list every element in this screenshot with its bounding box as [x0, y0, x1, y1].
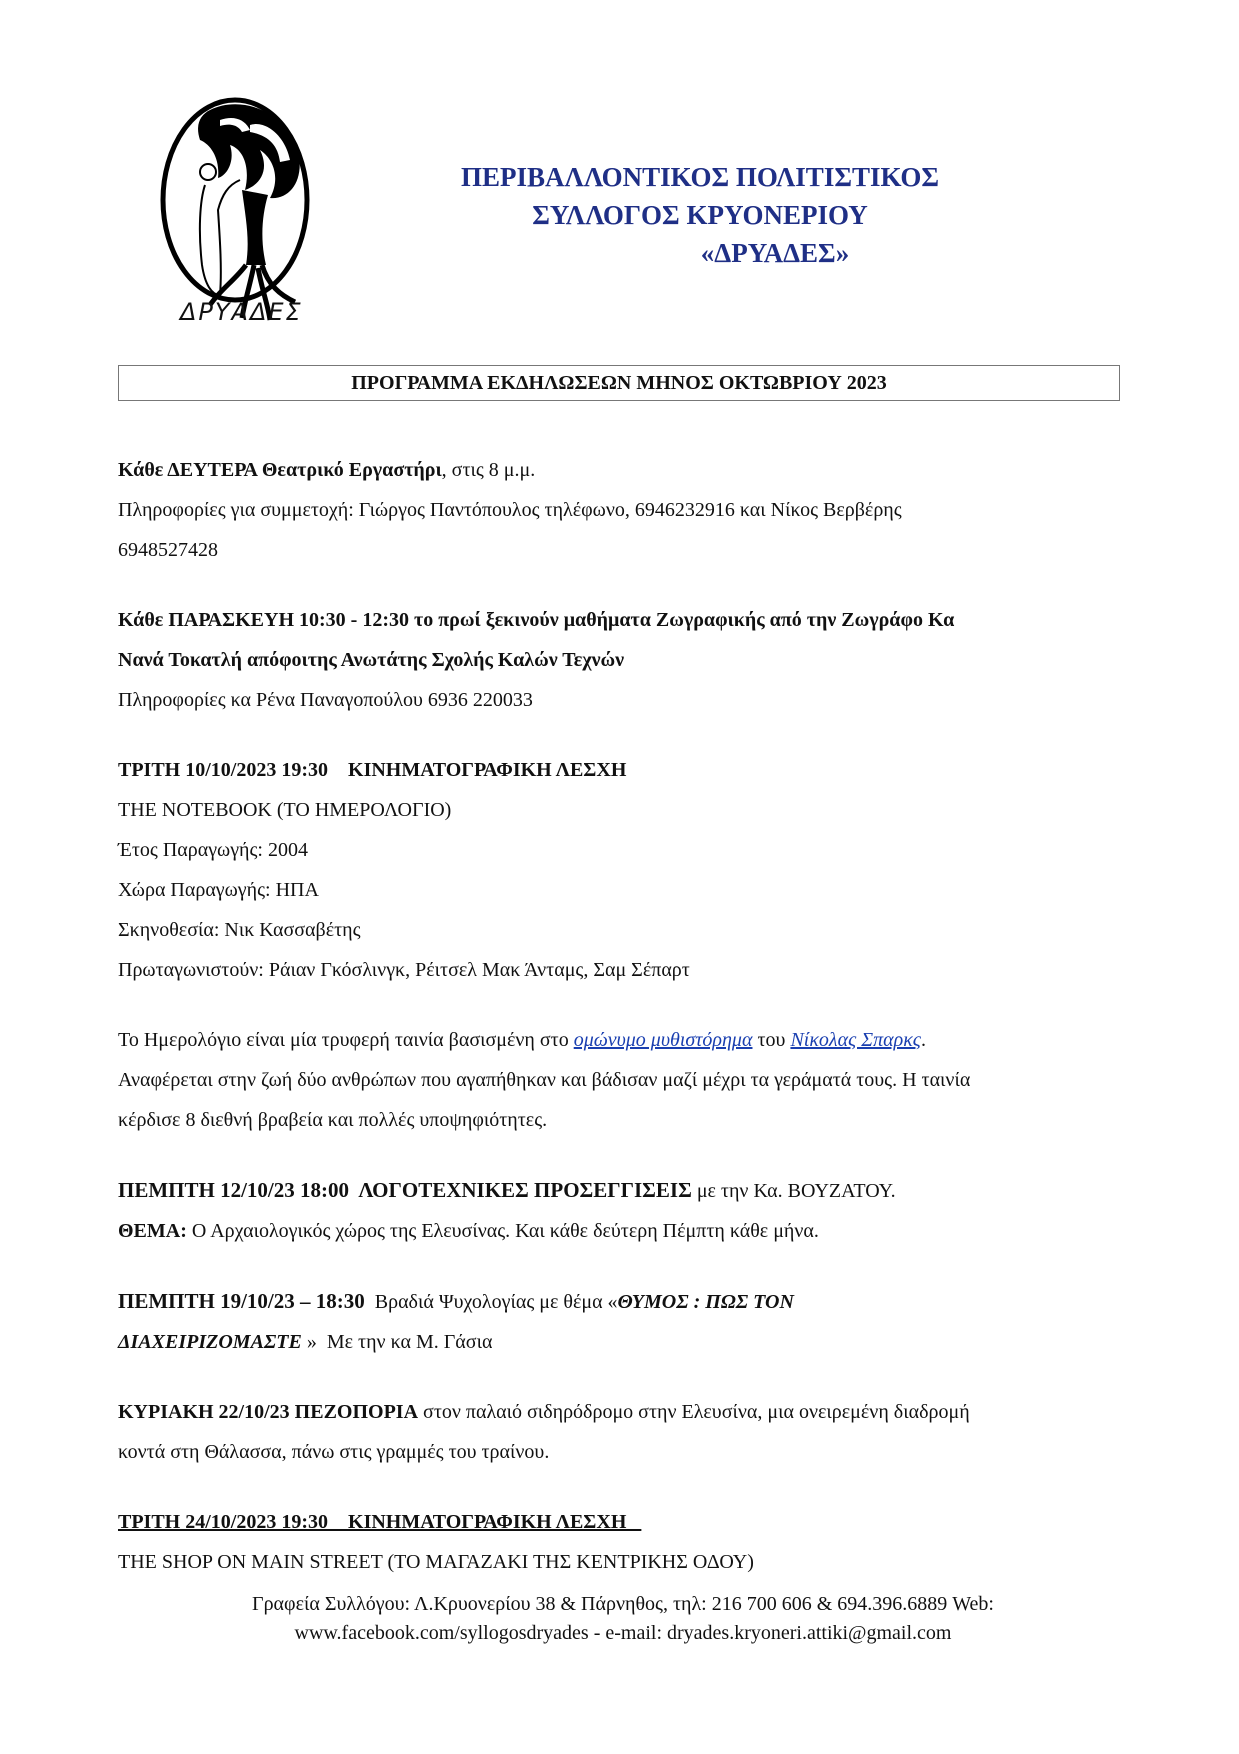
event-hike — [118, 1392, 1128, 1472]
cinema1-year: Έτος Παραγωγής: 2004 — [118, 839, 308, 861]
title-line-3: «ΔΡΥΑΔΕΣ» — [700, 238, 850, 268]
cinema1-title: THE NOTEBOOK (ΤΟ ΗΜΕΡΟΛΟΓΙΟ) — [118, 799, 452, 821]
title-line-2: ΣΥΛΛΟΓΟΣ ΚΡΥΟΝΕΡΙΟΥ — [532, 200, 868, 230]
footer-contacts: www.facebook.com/syllogosdryades - e-mail: dryades.kryoneri.attiki@gmail.com — [294, 1622, 952, 1644]
cinema1-heading: ΤΡΙΤΗ 10/10/2023 19:30 ΚΙΝΗΜΑΤΟΓΡΑΦΙΚΗ ΛΕΣΧΗ — [118, 759, 627, 781]
cinema1-description-1 — [118, 1020, 1128, 1060]
desc-text-a: Το Ημερολόγιο είναι μία τρυφερή ταινία βασισμένη στο — [118, 1029, 574, 1051]
event-literature — [118, 1170, 1128, 1251]
cinema1-cast: Πρωταγωνιστούν: Ράιαν Γκόσλινγκ, Ρέιτσελ Μακ Άνταμς, Σαμ Σέπαρτ — [118, 959, 690, 981]
footer-address: Γραφεία Συλλόγου: Λ.Κρυονερίου 38 & Πάρνηθος, τηλ: 216 700 606 & 694.396.6889 Web: — [252, 1593, 994, 1615]
monday-info-2: 6948527428 — [118, 539, 218, 561]
psychology-text: Βραδιά Ψυχολογίας με θέμα « — [364, 1291, 618, 1313]
psychology-theme-1: ΘΥΜΟΣ : ΠΩΣ ΤΟΝ — [617, 1291, 794, 1313]
desc-text-b: του — [752, 1029, 791, 1051]
dryades-logo — [150, 90, 320, 340]
event-monday — [118, 450, 1128, 570]
author-link[interactable]: Νίκολας Σπαρκς — [790, 1029, 921, 1051]
program-title-box — [118, 365, 1120, 401]
psychology-host: » Με την κα Μ. Γάσια — [301, 1331, 493, 1353]
cinema1-country: Χώρα Παραγωγής: ΗΠΑ — [118, 879, 319, 901]
hike-heading: ΚΥΡΙΑΚΗ 22/10/23 ΠΕΖΟΠΟΡΙΑ — [118, 1401, 419, 1423]
desc-text-c: . — [920, 1029, 926, 1051]
event-cinema-2 — [118, 1502, 1128, 1582]
footer — [118, 1590, 1128, 1648]
cinema2-title: THE SHOP ON MAIN STREET (ΤΟ ΜΑΓΑΖΑΚΙ ΤΗΣ ΚΕΝΤΡΙΚΗΣ ΟΔΟΥ) — [118, 1551, 754, 1573]
event-cinema-1 — [118, 750, 1128, 1140]
literature-theme: Ο Αρχαιολογικός χώρος της Ελευσίνας. Και κάθε δεύτερη Πέμπτη κάθε μήνα. — [186, 1220, 819, 1242]
events-list — [118, 450, 1128, 1582]
program-title: ΠΡΟΓΡΑΜΜΑ ΕΚΔΗΛΩΣΕΩΝ ΜΗΝΟΣ ΟΚΤΩΒΡΙΟΥ 2023 — [351, 371, 887, 394]
hike-text-2: κοντά στη Θάλασσα, πάνω στις γραμμές του τραίνου. — [118, 1441, 550, 1463]
monday-info-1: Πληροφορίες για συμμετοχή: Γιώργος Παντόπουλος τηλέφωνο, 6946232916 και Νίκος Βερβέρης — [118, 499, 902, 521]
monday-time: , στις 8 μ.μ. — [441, 459, 536, 481]
literature-heading: ΠΕΜΠΤΗ 12/10/23 18:00 ΛΟΓΟΤΕΧΝΙΚΕΣ ΠΡΟΣΕΓΓΙΣΕΙΣ — [118, 1178, 692, 1202]
friday-line-1: Κάθε ΠΑΡΑΣΚΕΥΗ 10:30 - 12:30 το πρωί ξεκινούν μαθήματα Ζωγραφικής από την Ζωγράφο Κα — [118, 609, 955, 631]
psychology-heading: ΠΕΜΠΤΗ 19/10/23 – 18:30 — [118, 1289, 365, 1313]
event-friday — [118, 600, 1128, 720]
cinema1-director: Σκηνοθεσία: Νικ Κασσαβέτης — [118, 919, 361, 941]
logo-caption: ΔΡΥΑΔΕΣ — [180, 298, 303, 326]
association-title — [420, 158, 980, 272]
title-line-1: ΠΕΡΙΒΑΛΛΟΝΤΙΚΟΣ ΠΟΛΙΤΙΣΤΙΚΟΣ — [461, 162, 939, 192]
psychology-theme-2: ΔΙΑΧΕΙΡΙΖΟΜΑΣΤΕ — [118, 1331, 302, 1353]
literature-theme-label: ΘΕΜΑ: — [118, 1220, 187, 1242]
event-psychology — [118, 1281, 1128, 1362]
cinema2-heading: ΤΡΙΤΗ 24/10/2023 19:30 ΚΙΝΗΜΑΤΟΓΡΑΦΙΚΗ ΛΕΣΧΗ — [118, 1511, 642, 1533]
monday-heading: Κάθε ΔΕΥΤΕΡΑ Θεατρικό Εργαστήρι — [118, 459, 442, 481]
cinema1-description-2: Αναφέρεται στην ζωή δύο ανθρώπων που αγαπήθηκαν και βάδισαν μαζί μέχρι τα γεράματά τους. Η ταινία — [118, 1069, 971, 1091]
novel-link[interactable]: ομώνυμο μυθιστόρημα — [573, 1029, 753, 1051]
friday-info: Πληροφορίες κα Ρένα Παναγοπούλου 6936 220033 — [118, 689, 533, 711]
hike-text-1: στον παλαιό σιδηρόδρομο στην Ελευσίνα, μια ονειρεμένη διαδρομή — [418, 1401, 970, 1423]
literature-host: με την Κα. ΒΟΥΖΑΤΟΥ. — [691, 1180, 896, 1202]
friday-line-2: Νανά Τοκατλή απόφοιτης Ανωτάτης Σχολής Καλών Τεχνών — [118, 649, 625, 671]
cinema1-description-3: κέρδισε 8 διεθνή βραβεία και πολλές υποψηφιότητες. — [118, 1109, 548, 1131]
